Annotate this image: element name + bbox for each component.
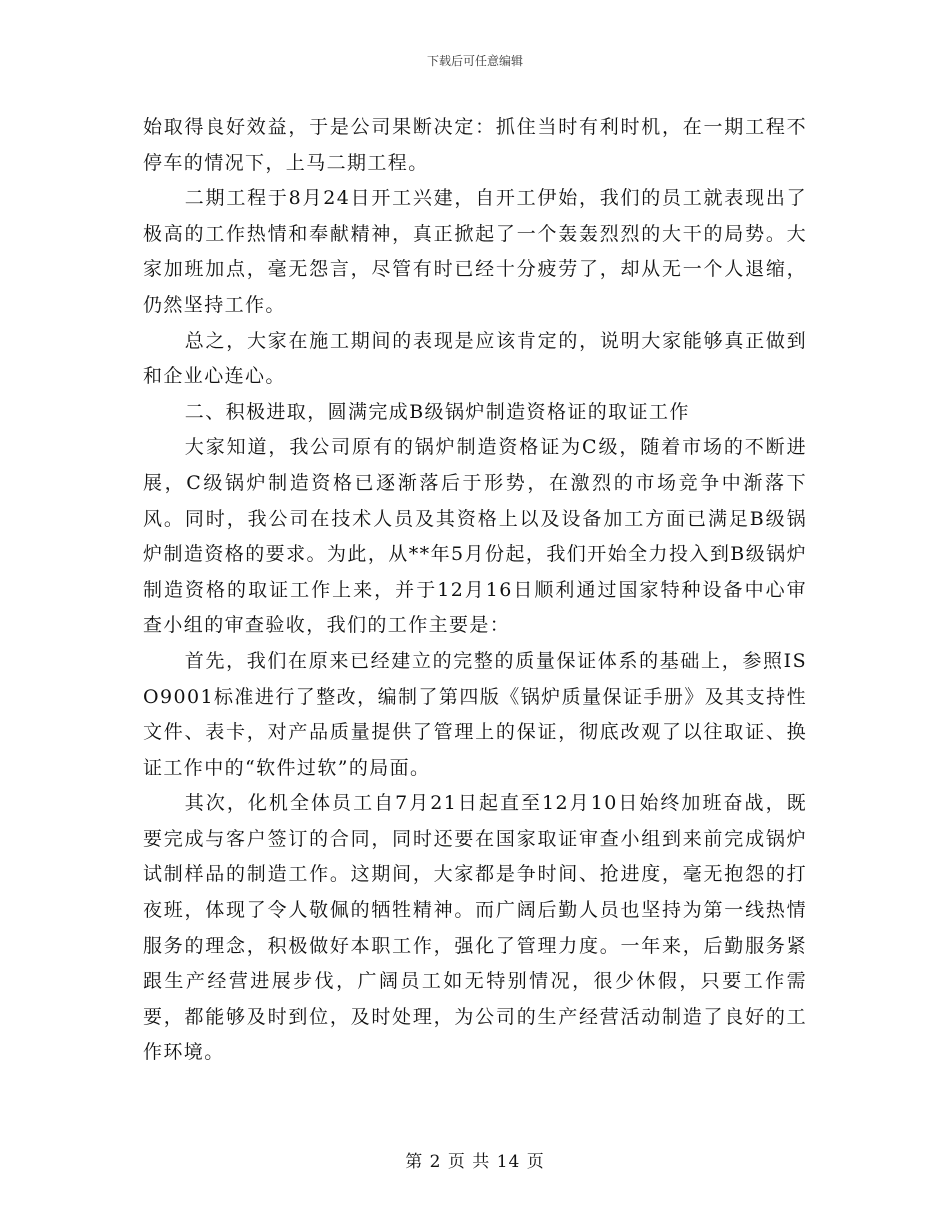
paragraph-5: 首先，我们在原来已经建立的完整的质量保证体系的基础上，参照ISO9001标准进行了整改，编制了第四版《锅炉质量保证手册》及其支持性文件、表卡，对产品质量提供了管理上的保证，彻底改观了以往取证、换证工作中的“软件过软”的局面。 [143, 649, 807, 779]
document-body [143, 110, 807, 1071]
paragraph-2: 二期工程于8月24日开工兴建，自开工伊始，我们的员工就表现出了极高的工作热情和奉献精神，真正掀起了一个轰轰烈烈的大干的局势。大家加班加点，毫无怨言，尽管有时已经十分疲劳了，却从无一个人退缩，仍然坚持工作。 [143, 187, 807, 316]
paragraph-3: 总之，大家在施工期间的表现是应该肯定的，说明大家能够真正做到和企业心连心。 [143, 329, 807, 388]
paragraph-6: 其次，化机全体员工自7月21日起直至12月10日始终加班奋战，既要完成与客户签订的合同，同时还要在国家取证审查小组到来前完成锅炉试制样品的制造工作。这期间，大家都是争时间、抢进度，毫无抱怨的打夜班，体现了令人敬佩的牺牲精神。而广阔后勤人员也坚持为第一线热情服务的理念，积极做好本职工作，强化了管理力度。一年来，后勤服务紧跟生产经营进展步伐，广阔员工如无特别情况，很少休假，只要工作需要，都能够及时到位，及时处理，为公司的生产经营活动制造了良好的工作环境。 [143, 792, 807, 1064]
section-heading: 二、积极进取，圆满完成B级锅炉制造资格证的取证工作 [184, 400, 690, 423]
page-header: 下载后可任意编辑 [426, 54, 523, 68]
paragraph-4: 大家知道，我公司原有的锅炉制造资格证为C级，随着市场的不断进展，C级锅炉制造资格已逐渐落后于形势，在激烈的市场竞争中渐落下风。同时，我公司在技术人员及其资格上以及设备加工方面已满足B级锅炉制造资格的要求。为此，从**年5月份起，我们开始全力投入到B级锅炉制造资格的取证工作上来，并于12月16日顺利通过国家特种设备中心审查小组的审查验收，我们的工作主要是： [143, 436, 807, 637]
page-number: 第 2 页 共 14 页 [405, 1152, 545, 1172]
paragraph-1: 始取得良好效益，于是公司果断决定：抓住当时有利时机，在一期工程不停车的情况下，上马二期工程。 [143, 116, 807, 174]
